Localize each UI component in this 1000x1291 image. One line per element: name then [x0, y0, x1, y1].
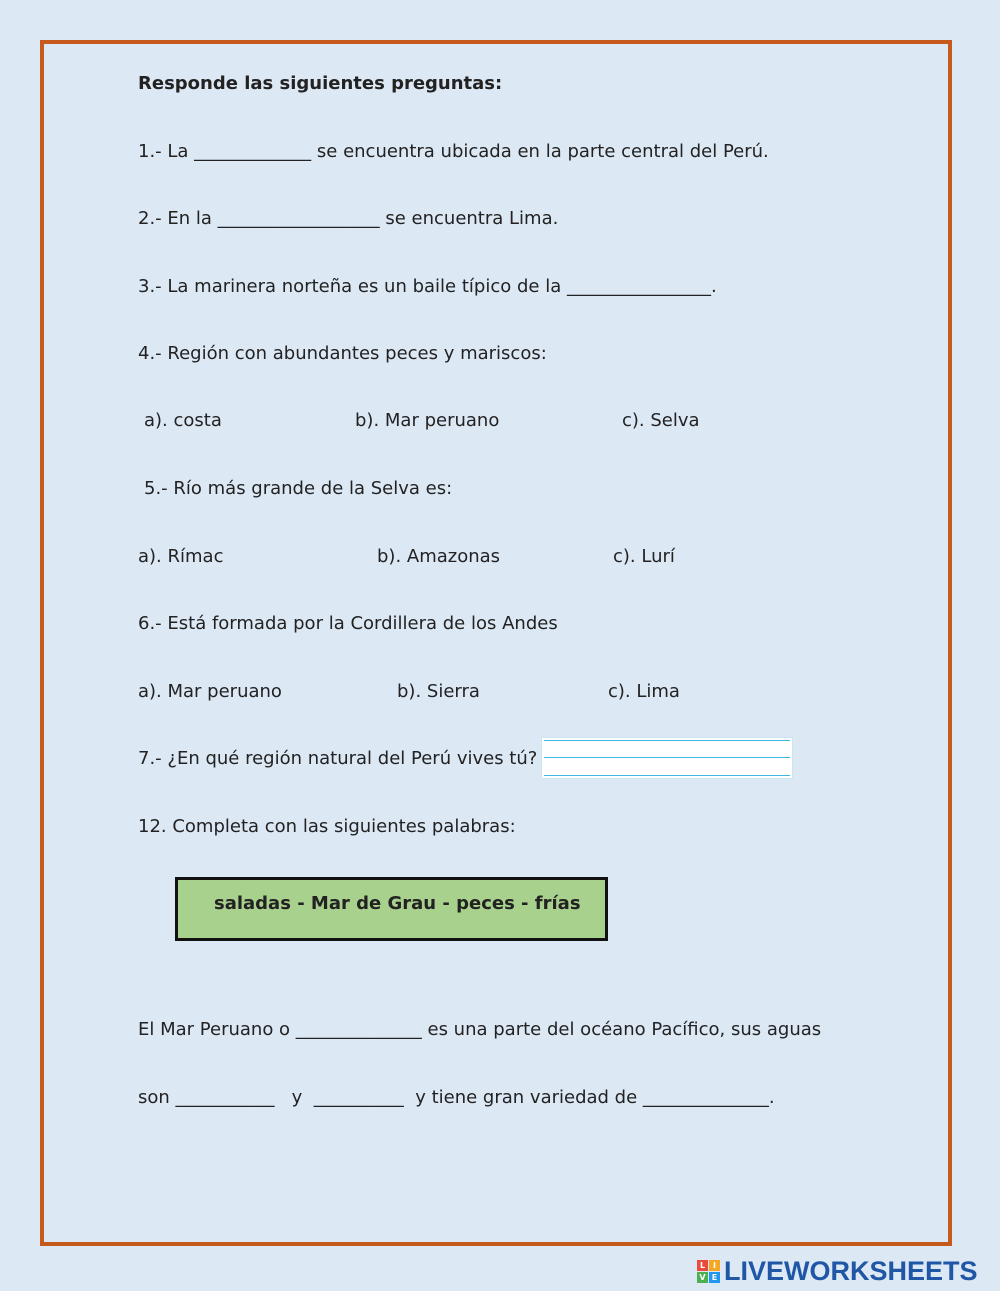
paragraph-line-1: El Mar Peruano o ______________ es una parte del océano Pacífico, sus aguas	[138, 1019, 822, 1040]
question-1: 1.- La _____________ se encuentra ubicada en la parte central del Perú.	[138, 141, 769, 162]
worksheet-heading: Responde las siguientes preguntas:	[138, 73, 503, 94]
q5-option-c[interactable]: c). Lurí	[613, 546, 675, 567]
q6-option-c[interactable]: c). Lima	[608, 681, 680, 702]
question-2: 2.- En la __________________ se encuentra Lima.	[138, 208, 559, 229]
logo-text: LIVEWORKSHEETS	[724, 1255, 978, 1286]
question-3: 3.- La marinera norteña es un baile típico de la ________________.	[138, 276, 717, 297]
q7-answer-field[interactable]	[541, 737, 793, 779]
word-bank-text: saladas - Mar de Grau - peces - frías	[214, 893, 581, 914]
answer-rule-middle	[544, 757, 790, 758]
question-6: 6.- Está formada por la Cordillera de los Andes	[138, 613, 558, 634]
question-7: 7.- ¿En qué región natural del Perú vives tú?	[138, 748, 538, 769]
q4-option-a[interactable]: a). costa	[144, 410, 222, 431]
question-4: 4.- Región con abundantes peces y mariscos:	[138, 343, 547, 364]
logo-mark-letter: I	[709, 1260, 720, 1271]
question-12: 12. Completa con las siguientes palabras:	[138, 816, 516, 837]
answer-rule-top	[544, 740, 790, 741]
q4-option-b[interactable]: b). Mar peruano	[355, 410, 500, 431]
q5-option-b[interactable]: b). Amazonas	[377, 546, 501, 567]
liveworksheets-logo	[697, 1256, 978, 1286]
q4-option-c[interactable]: c). Selva	[622, 410, 700, 431]
q5-option-a[interactable]: a). Rímac	[138, 546, 224, 567]
answer-rule-bottom	[544, 775, 790, 776]
logo-mark-letter: L	[697, 1260, 708, 1271]
q6-option-a[interactable]: a). Mar peruano	[138, 681, 282, 702]
word-bank	[175, 877, 608, 941]
logo-mark-letter: E	[709, 1272, 720, 1283]
logo-mark-icon	[697, 1260, 720, 1283]
question-5: 5.- Río más grande de la Selva es:	[144, 478, 453, 499]
logo-mark-letter: V	[697, 1272, 708, 1283]
q6-option-b[interactable]: b). Sierra	[397, 681, 480, 702]
paragraph-line-2: son ___________ y __________ y tiene gran variedad de ______________.	[138, 1087, 775, 1108]
